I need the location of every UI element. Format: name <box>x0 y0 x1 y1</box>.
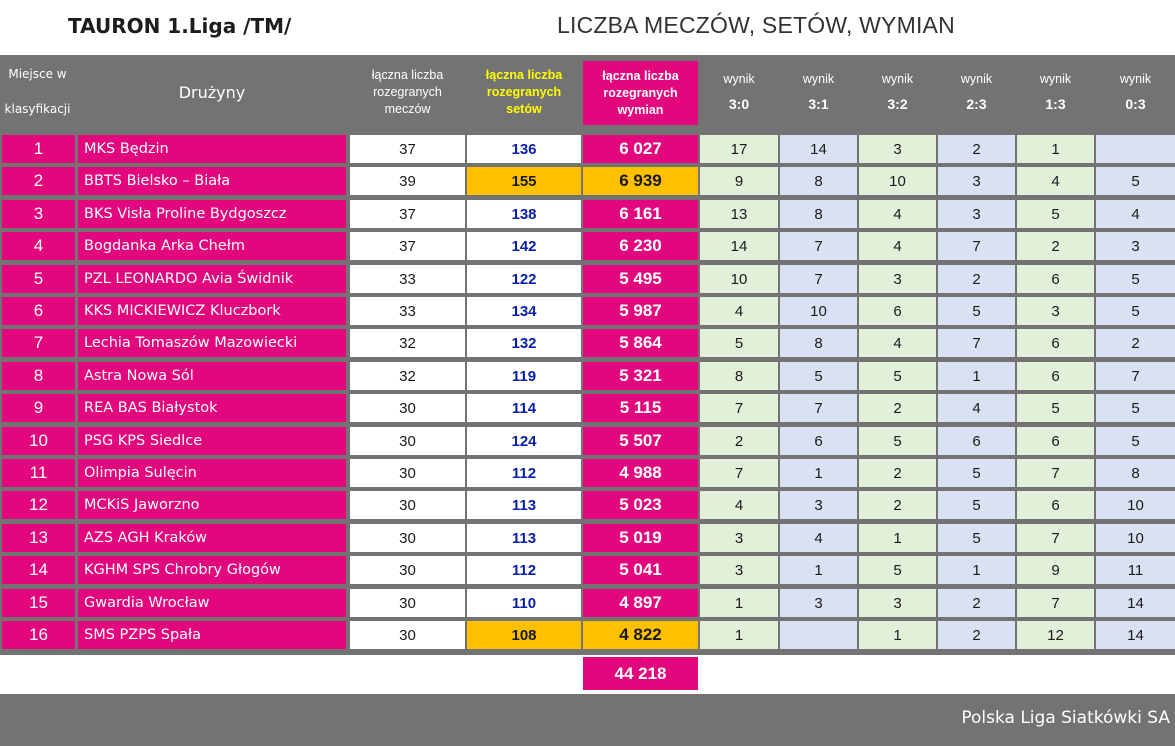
result-3-2-cell: 3 <box>859 135 936 163</box>
rallies-cell: 6 939 <box>583 167 698 195</box>
result-3-2-cell: 4 <box>859 232 936 260</box>
header-rallies-line3: wymian <box>617 102 664 117</box>
rank-cell: 4 <box>2 232 75 260</box>
sets-cell: 113 <box>467 524 581 552</box>
header-result-0-3 <box>1096 57 1175 127</box>
result-3-1-cell: 7 <box>780 265 857 293</box>
matches-cell: 37 <box>350 200 465 228</box>
matches-cell: 30 <box>350 427 465 455</box>
sets-cell: 124 <box>467 427 581 455</box>
header-rallies-line2: rozegranych <box>603 85 678 100</box>
total-result-3-1: 92 <box>810 665 827 682</box>
team-cell: Gwardia Wrocław <box>78 589 346 617</box>
sets-cell: 113 <box>467 491 581 519</box>
total-result-3-2: 60 <box>889 665 906 682</box>
header-matches <box>350 57 465 127</box>
result-1-3-cell: 6 <box>1017 265 1094 293</box>
result-3-2-cell: 2 <box>859 394 936 422</box>
header-rallies-line1: łączna liczba <box>602 68 679 83</box>
result-3-1-cell: 6 <box>780 427 857 455</box>
league-title: TAURON 1.Liga /TM/ <box>68 14 292 38</box>
result-3-1-cell: 5 <box>780 362 857 390</box>
result-3-1-cell <box>780 621 857 649</box>
rank-cell: 14 <box>2 556 75 584</box>
header-team: Drużyny <box>178 82 246 102</box>
footer-bar <box>0 694 1175 746</box>
result-3-1-cell: 8 <box>780 167 857 195</box>
matches-cell: 30 <box>350 556 465 584</box>
result-2-3-cell: 6 <box>938 427 1015 455</box>
result-3-1-cell: 3 <box>780 491 857 519</box>
header-result-label: wynik <box>723 72 755 86</box>
result-1-3-cell: 1 <box>1017 135 1094 163</box>
team-cell: KKS MICKIEWICZ Kluczbork <box>78 297 346 325</box>
sets-cell: 108 <box>467 621 581 649</box>
team-cell: BKS Visła Proline Bydgoszcz <box>78 200 346 228</box>
result-3-2-cell: 1 <box>859 621 936 649</box>
rank-cell: 2 <box>2 167 75 195</box>
header-sets <box>467 57 581 127</box>
team-cell: AZS AGH Kraków <box>78 524 346 552</box>
team-cell: MKS Będzin <box>78 135 346 163</box>
header-result-1-3 <box>1017 57 1094 127</box>
result-1-3-cell: 6 <box>1017 362 1094 390</box>
result-0-3-cell: 2 <box>1096 329 1175 357</box>
matches-cell: 37 <box>350 135 465 163</box>
result-2-3-cell: 1 <box>938 556 1015 584</box>
result-3-0-cell: 17 <box>700 135 778 163</box>
result-0-3-cell: 7 <box>1096 362 1175 390</box>
matches-cell: 30 <box>350 394 465 422</box>
result-3-0-cell: 4 <box>700 297 778 325</box>
header-sets-line3: setów <box>506 101 542 116</box>
matches-cell: 32 <box>350 362 465 390</box>
total-matches: 260 <box>394 665 421 682</box>
result-2-3-cell: 4 <box>938 394 1015 422</box>
matches-cell: 39 <box>350 167 465 195</box>
header-result-value: 3:0 <box>728 96 750 112</box>
header-rallies <box>583 61 698 125</box>
team-cell: Olimpia Sulęcin <box>78 459 346 487</box>
result-2-3-cell: 1 <box>938 362 1015 390</box>
rallies-cell: 5 321 <box>583 362 698 390</box>
rank-cell: 15 <box>2 589 75 617</box>
header-result-label: wynik <box>1039 72 1072 86</box>
matches-cell: 30 <box>350 589 465 617</box>
header-result-2-3 <box>938 57 1015 127</box>
sets-cell: 142 <box>467 232 581 260</box>
result-1-3-cell: 4 <box>1017 167 1094 195</box>
rallies-cell: 5 864 <box>583 329 698 357</box>
result-0-3-cell: 5 <box>1096 394 1175 422</box>
result-0-3-cell: 14 <box>1096 589 1175 617</box>
header-rank-line2: klasyfikacji <box>4 102 71 116</box>
sets-cell: 114 <box>467 394 581 422</box>
header-matches-line1: łączna liczba <box>371 67 444 82</box>
sets-cell: 136 <box>467 135 581 163</box>
team-cell: Bogdanka Arka Chełm <box>78 232 346 260</box>
result-1-3-cell: 12 <box>1017 621 1094 649</box>
result-0-3-cell: 5 <box>1096 265 1175 293</box>
result-3-0-cell: 1 <box>700 621 778 649</box>
result-3-0-cell: 14 <box>700 232 778 260</box>
rallies-cell: 5 495 <box>583 265 698 293</box>
result-3-0-cell: 2 <box>700 427 778 455</box>
result-1-3-cell: 6 <box>1017 427 1094 455</box>
header-rank-line1: Miejsce w <box>8 67 67 81</box>
rank-cell: 9 <box>2 394 75 422</box>
top-bar <box>0 0 1175 52</box>
team-cell: BBTS Bielsko – Biała <box>78 167 346 195</box>
header-sets-line1: łączna liczba <box>485 67 563 82</box>
result-3-1-cell: 1 <box>780 459 857 487</box>
matches-cell: 33 <box>350 265 465 293</box>
sets-cell: 112 <box>467 556 581 584</box>
result-3-2-cell: 1 <box>859 524 936 552</box>
matches-cell: 32 <box>350 329 465 357</box>
rallies-cell: 5 507 <box>583 427 698 455</box>
result-3-1-cell: 10 <box>780 297 857 325</box>
result-3-1-cell: 8 <box>780 200 857 228</box>
result-3-0-cell: 5 <box>700 329 778 357</box>
header-sets-line2: rozegranych <box>486 84 562 99</box>
result-3-2-cell: 2 <box>859 459 936 487</box>
rank-cell: 1 <box>2 135 75 163</box>
result-3-2-cell: 5 <box>859 362 936 390</box>
result-2-3-cell: 7 <box>938 232 1015 260</box>
sets-cell: 132 <box>467 329 581 357</box>
team-cell: PZL LEONARDO Avia Świdnik <box>78 265 346 293</box>
rank-cell: 13 <box>2 524 75 552</box>
team-cell: Astra Nowa Sól <box>78 362 346 390</box>
rallies-cell: 4 822 <box>583 621 698 649</box>
rank-cell: 5 <box>2 265 75 293</box>
result-2-3-cell: 5 <box>938 491 1015 519</box>
result-2-3-cell: 2 <box>938 265 1015 293</box>
result-0-3-cell: 10 <box>1096 491 1175 519</box>
result-2-3-cell: 2 <box>938 135 1015 163</box>
matches-cell: 33 <box>350 297 465 325</box>
sets-cell: 119 <box>467 362 581 390</box>
result-1-3-cell: 7 <box>1017 524 1094 552</box>
header-result-3-2 <box>859 57 936 127</box>
result-3-0-cell: 1 <box>700 589 778 617</box>
header-result-value: 3:1 <box>808 96 829 112</box>
result-3-1-cell: 7 <box>780 394 857 422</box>
result-3-2-cell: 3 <box>859 265 936 293</box>
header-result-label: wynik <box>960 72 993 86</box>
rallies-cell: 5 041 <box>583 556 698 584</box>
rallies-cell: 4 988 <box>583 459 698 487</box>
rank-cell: 10 <box>2 427 75 455</box>
result-3-0-cell: 8 <box>700 362 778 390</box>
header-result-3-0 <box>700 57 778 127</box>
page-title: LICZBA MECZÓW, SETÓW, WYMIAN <box>557 12 955 38</box>
result-0-3-cell: 10 <box>1096 524 1175 552</box>
rank-cell: 7 <box>2 329 75 357</box>
sets-cell: 112 <box>467 459 581 487</box>
team-cell: REA BAS Białystok <box>78 394 346 422</box>
rank-cell: 12 <box>2 491 75 519</box>
result-2-3-cell: 5 <box>938 459 1015 487</box>
team-cell: KGHM SPS Chrobry Głogów <box>78 556 346 584</box>
result-2-3-cell: 3 <box>938 200 1015 228</box>
team-cell: SMS PZPS Spała <box>78 621 346 649</box>
result-0-3-cell: 11 <box>1096 556 1175 584</box>
header-matches-line3: meczów <box>384 101 431 116</box>
result-1-3-cell: 5 <box>1017 394 1094 422</box>
rallies-cell: 5 987 <box>583 297 698 325</box>
result-2-3-cell: 2 <box>938 589 1015 617</box>
rallies-cell: 5 023 <box>583 491 698 519</box>
rallies-cell: 5 115 <box>583 394 698 422</box>
result-3-2-cell: 5 <box>859 556 936 584</box>
rallies-cell: 4 897 <box>583 589 698 617</box>
result-3-2-cell: 2 <box>859 491 936 519</box>
sets-cell: 134 <box>467 297 581 325</box>
header-result-value: 0:3 <box>1125 96 1146 112</box>
result-0-3-cell: 4 <box>1096 200 1175 228</box>
rallies-cell: 6 027 <box>583 135 698 163</box>
header-result-value: 1:3 <box>1045 96 1066 112</box>
result-3-1-cell: 14 <box>780 135 857 163</box>
result-2-3-cell: 3 <box>938 167 1015 195</box>
matches-cell: 30 <box>350 524 465 552</box>
result-1-3-cell: 6 <box>1017 329 1094 357</box>
sets-cell: 122 <box>467 265 581 293</box>
result-2-3-cell: 5 <box>938 297 1015 325</box>
result-2-3-cell: 2 <box>938 621 1015 649</box>
team-cell: MCKiS Jaworzno <box>78 491 346 519</box>
result-3-0-cell: 10 <box>700 265 778 293</box>
rank-cell: 8 <box>2 362 75 390</box>
header-result-value: 2:3 <box>966 96 987 112</box>
sets-cell: 110 <box>467 589 581 617</box>
result-3-0-cell: 3 <box>700 556 778 584</box>
result-3-2-cell: 10 <box>859 167 936 195</box>
result-2-3-cell: 7 <box>938 329 1015 357</box>
rank-cell: 16 <box>2 621 75 649</box>
result-3-2-cell: 6 <box>859 297 936 325</box>
result-1-3-cell: 3 <box>1017 297 1094 325</box>
header-result-label: wynik <box>881 72 914 86</box>
result-3-0-cell: 9 <box>700 167 778 195</box>
rank-cell: 6 <box>2 297 75 325</box>
rallies-cell: 6 230 <box>583 232 698 260</box>
result-3-0-cell: 7 <box>700 394 778 422</box>
result-3-0-cell: 4 <box>700 491 778 519</box>
result-3-2-cell: 3 <box>859 589 936 617</box>
header-result-label: wynik <box>802 72 835 86</box>
result-0-3-cell: 5 <box>1096 427 1175 455</box>
result-0-3-cell: 5 <box>1096 167 1175 195</box>
result-0-3-cell: 5 <box>1096 297 1175 325</box>
matches-cell: 30 <box>350 459 465 487</box>
team-cell: PSG KPS Siedlce <box>78 427 346 455</box>
total-result-3-0: 108 <box>726 665 752 682</box>
result-1-3-cell: 6 <box>1017 491 1094 519</box>
header-result-value: 3:2 <box>887 96 908 112</box>
result-0-3-cell: 8 <box>1096 459 1175 487</box>
total-sets: 992 <box>511 665 537 682</box>
result-3-1-cell: 4 <box>780 524 857 552</box>
result-3-0-cell: 7 <box>700 459 778 487</box>
result-3-1-cell: 1 <box>780 556 857 584</box>
team-cell: Lechia Tomaszów Mazowiecki <box>78 329 346 357</box>
result-3-2-cell: 4 <box>859 200 936 228</box>
result-1-3-cell: 9 <box>1017 556 1094 584</box>
result-2-3-cell: 5 <box>938 524 1015 552</box>
result-3-2-cell: 4 <box>859 329 936 357</box>
footer-org: Polska Liga Siatkówki SA <box>961 708 1170 728</box>
result-0-3-cell: 3 <box>1096 232 1175 260</box>
matches-cell: 37 <box>350 232 465 260</box>
result-1-3-cell: 5 <box>1017 200 1094 228</box>
header-result-label: wynik <box>1119 72 1152 86</box>
result-3-1-cell: 8 <box>780 329 857 357</box>
matches-cell: 30 <box>350 491 465 519</box>
rank-cell: 11 <box>2 459 75 487</box>
result-3-2-cell: 5 <box>859 427 936 455</box>
result-1-3-cell: 7 <box>1017 459 1094 487</box>
result-3-1-cell: 7 <box>780 232 857 260</box>
matches-cell: 30 <box>350 621 465 649</box>
sets-cell: 155 <box>467 167 581 195</box>
header-rank <box>0 57 75 127</box>
header-matches-line2: rozegranych <box>373 84 442 99</box>
result-3-0-cell: 3 <box>700 524 778 552</box>
total-rallies: 44 218 <box>583 657 698 690</box>
rallies-cell: 5 019 <box>583 524 698 552</box>
total-divider <box>937 658 939 689</box>
result-1-3-cell: 7 <box>1017 589 1094 617</box>
header-result-3-1 <box>780 57 857 127</box>
rallies-cell: 6 161 <box>583 200 698 228</box>
sets-cell: 138 <box>467 200 581 228</box>
result-3-0-cell: 13 <box>700 200 778 228</box>
result-0-3-cell: 14 <box>1096 621 1175 649</box>
result-0-3-cell <box>1096 135 1175 163</box>
result-3-1-cell: 3 <box>780 589 857 617</box>
result-1-3-cell: 2 <box>1017 232 1094 260</box>
rank-cell: 3 <box>2 200 75 228</box>
